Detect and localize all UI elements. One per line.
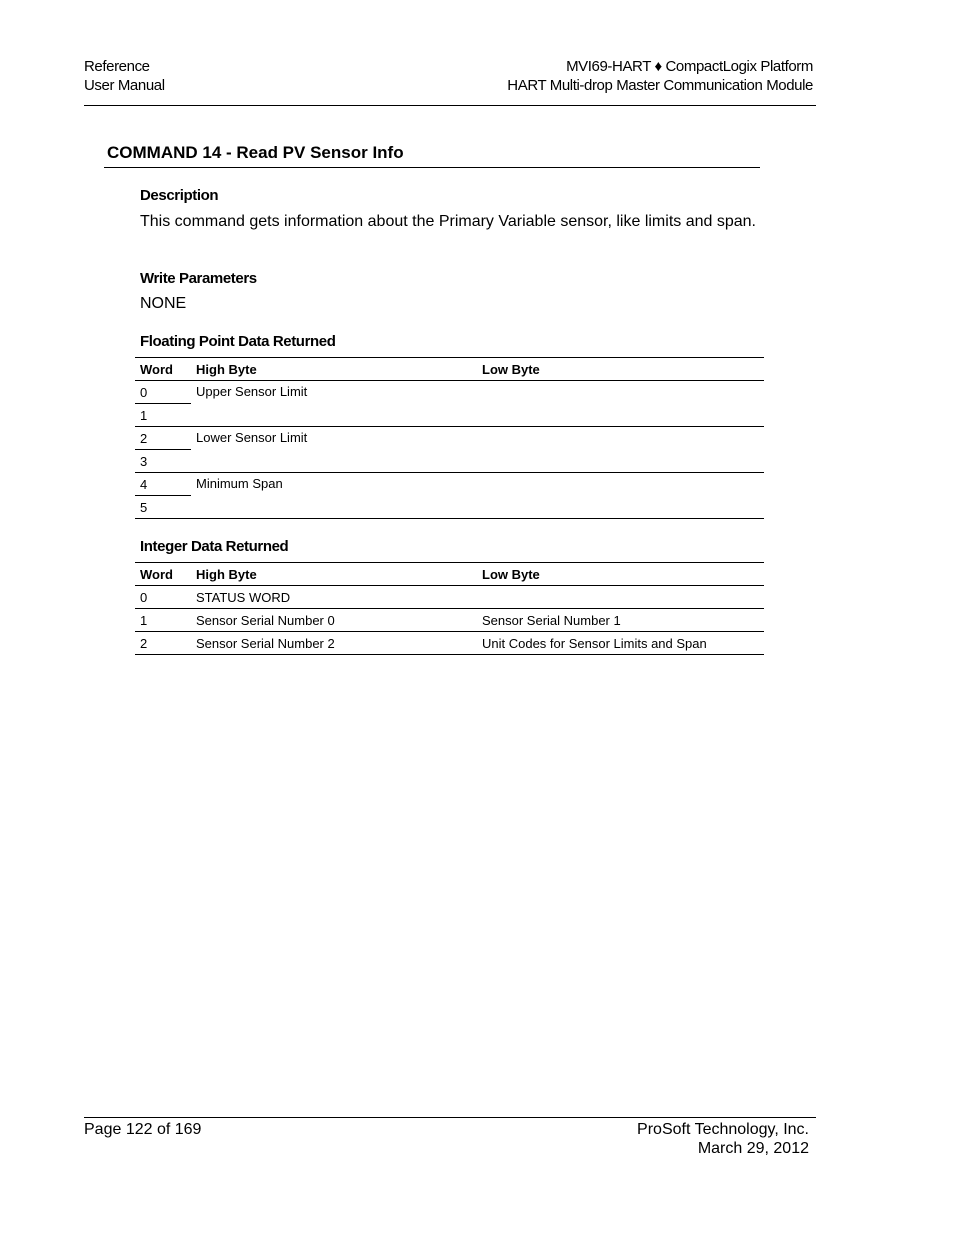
table-row: [135, 427, 764, 450]
value-cell: Lower Sensor Limit: [191, 427, 764, 473]
table-header-row: [135, 358, 764, 381]
low-byte-cell: Unit Codes for Sensor Limits and Span: [477, 632, 764, 655]
word-cell: 0: [135, 381, 191, 404]
word-cell: 5: [135, 496, 191, 519]
column-header-low-byte: Low Byte: [477, 358, 764, 381]
description-heading: Description: [140, 187, 219, 204]
word-cell: 0: [135, 586, 191, 609]
title-underline: [104, 167, 760, 168]
column-header-word: Word: [135, 563, 191, 586]
high-byte-cell: Sensor Serial Number 0: [191, 609, 477, 632]
word-cell: 1: [135, 609, 191, 632]
column-header-high-byte: High Byte: [191, 563, 477, 586]
header-divider: [84, 105, 816, 106]
integer-heading: Integer Data Returned: [140, 538, 289, 555]
write-parameters-heading: Write Parameters: [140, 270, 257, 287]
word-cell: 4: [135, 473, 191, 496]
header-module: HART Multi-drop Master Communication Module: [507, 77, 813, 94]
publish-date: March 29, 2012: [697, 1140, 809, 1157]
table-row: [135, 381, 764, 404]
table-row: [135, 632, 764, 655]
word-cell: 3: [135, 450, 191, 473]
floating-point-heading: Floating Point Data Returned: [140, 333, 336, 350]
write-parameters-text: NONE: [140, 295, 187, 312]
page-footer-right: [637, 1120, 809, 1158]
floating-point-table: [135, 357, 764, 519]
page-header-left: [84, 57, 165, 95]
table-header-row: [135, 563, 764, 586]
word-cell: 2: [135, 427, 191, 450]
word-cell: 1: [135, 404, 191, 427]
page-number: Page 122 of 169: [84, 1121, 202, 1138]
header-doc-type: User Manual: [84, 77, 165, 94]
column-header-word: Word: [135, 358, 191, 381]
integer-table: [135, 562, 764, 655]
footer-divider: [84, 1117, 816, 1118]
value-cell: Upper Sensor Limit: [191, 381, 764, 427]
table-row: [135, 473, 764, 496]
description-text: This command gets information about the Primary Variable sensor, like limits and span.: [140, 213, 756, 230]
column-header-low-byte: Low Byte: [477, 563, 764, 586]
header-section: Reference: [84, 58, 150, 75]
page-header-right: [507, 57, 813, 95]
table-row: [135, 586, 764, 609]
low-byte-cell: [477, 586, 764, 609]
high-byte-cell: STATUS WORD: [191, 586, 477, 609]
word-cell: 2: [135, 632, 191, 655]
column-header-high-byte: High Byte: [191, 358, 477, 381]
section-title: COMMAND 14 - Read PV Sensor Info: [107, 143, 404, 162]
company-name: ProSoft Technology, Inc.: [637, 1121, 809, 1138]
table-row: [135, 609, 764, 632]
low-byte-cell: Sensor Serial Number 1: [477, 609, 764, 632]
value-cell: Minimum Span: [191, 473, 764, 519]
header-product: MVI69-HART ♦ CompactLogix Platform: [566, 58, 813, 75]
high-byte-cell: Sensor Serial Number 2: [191, 632, 477, 655]
